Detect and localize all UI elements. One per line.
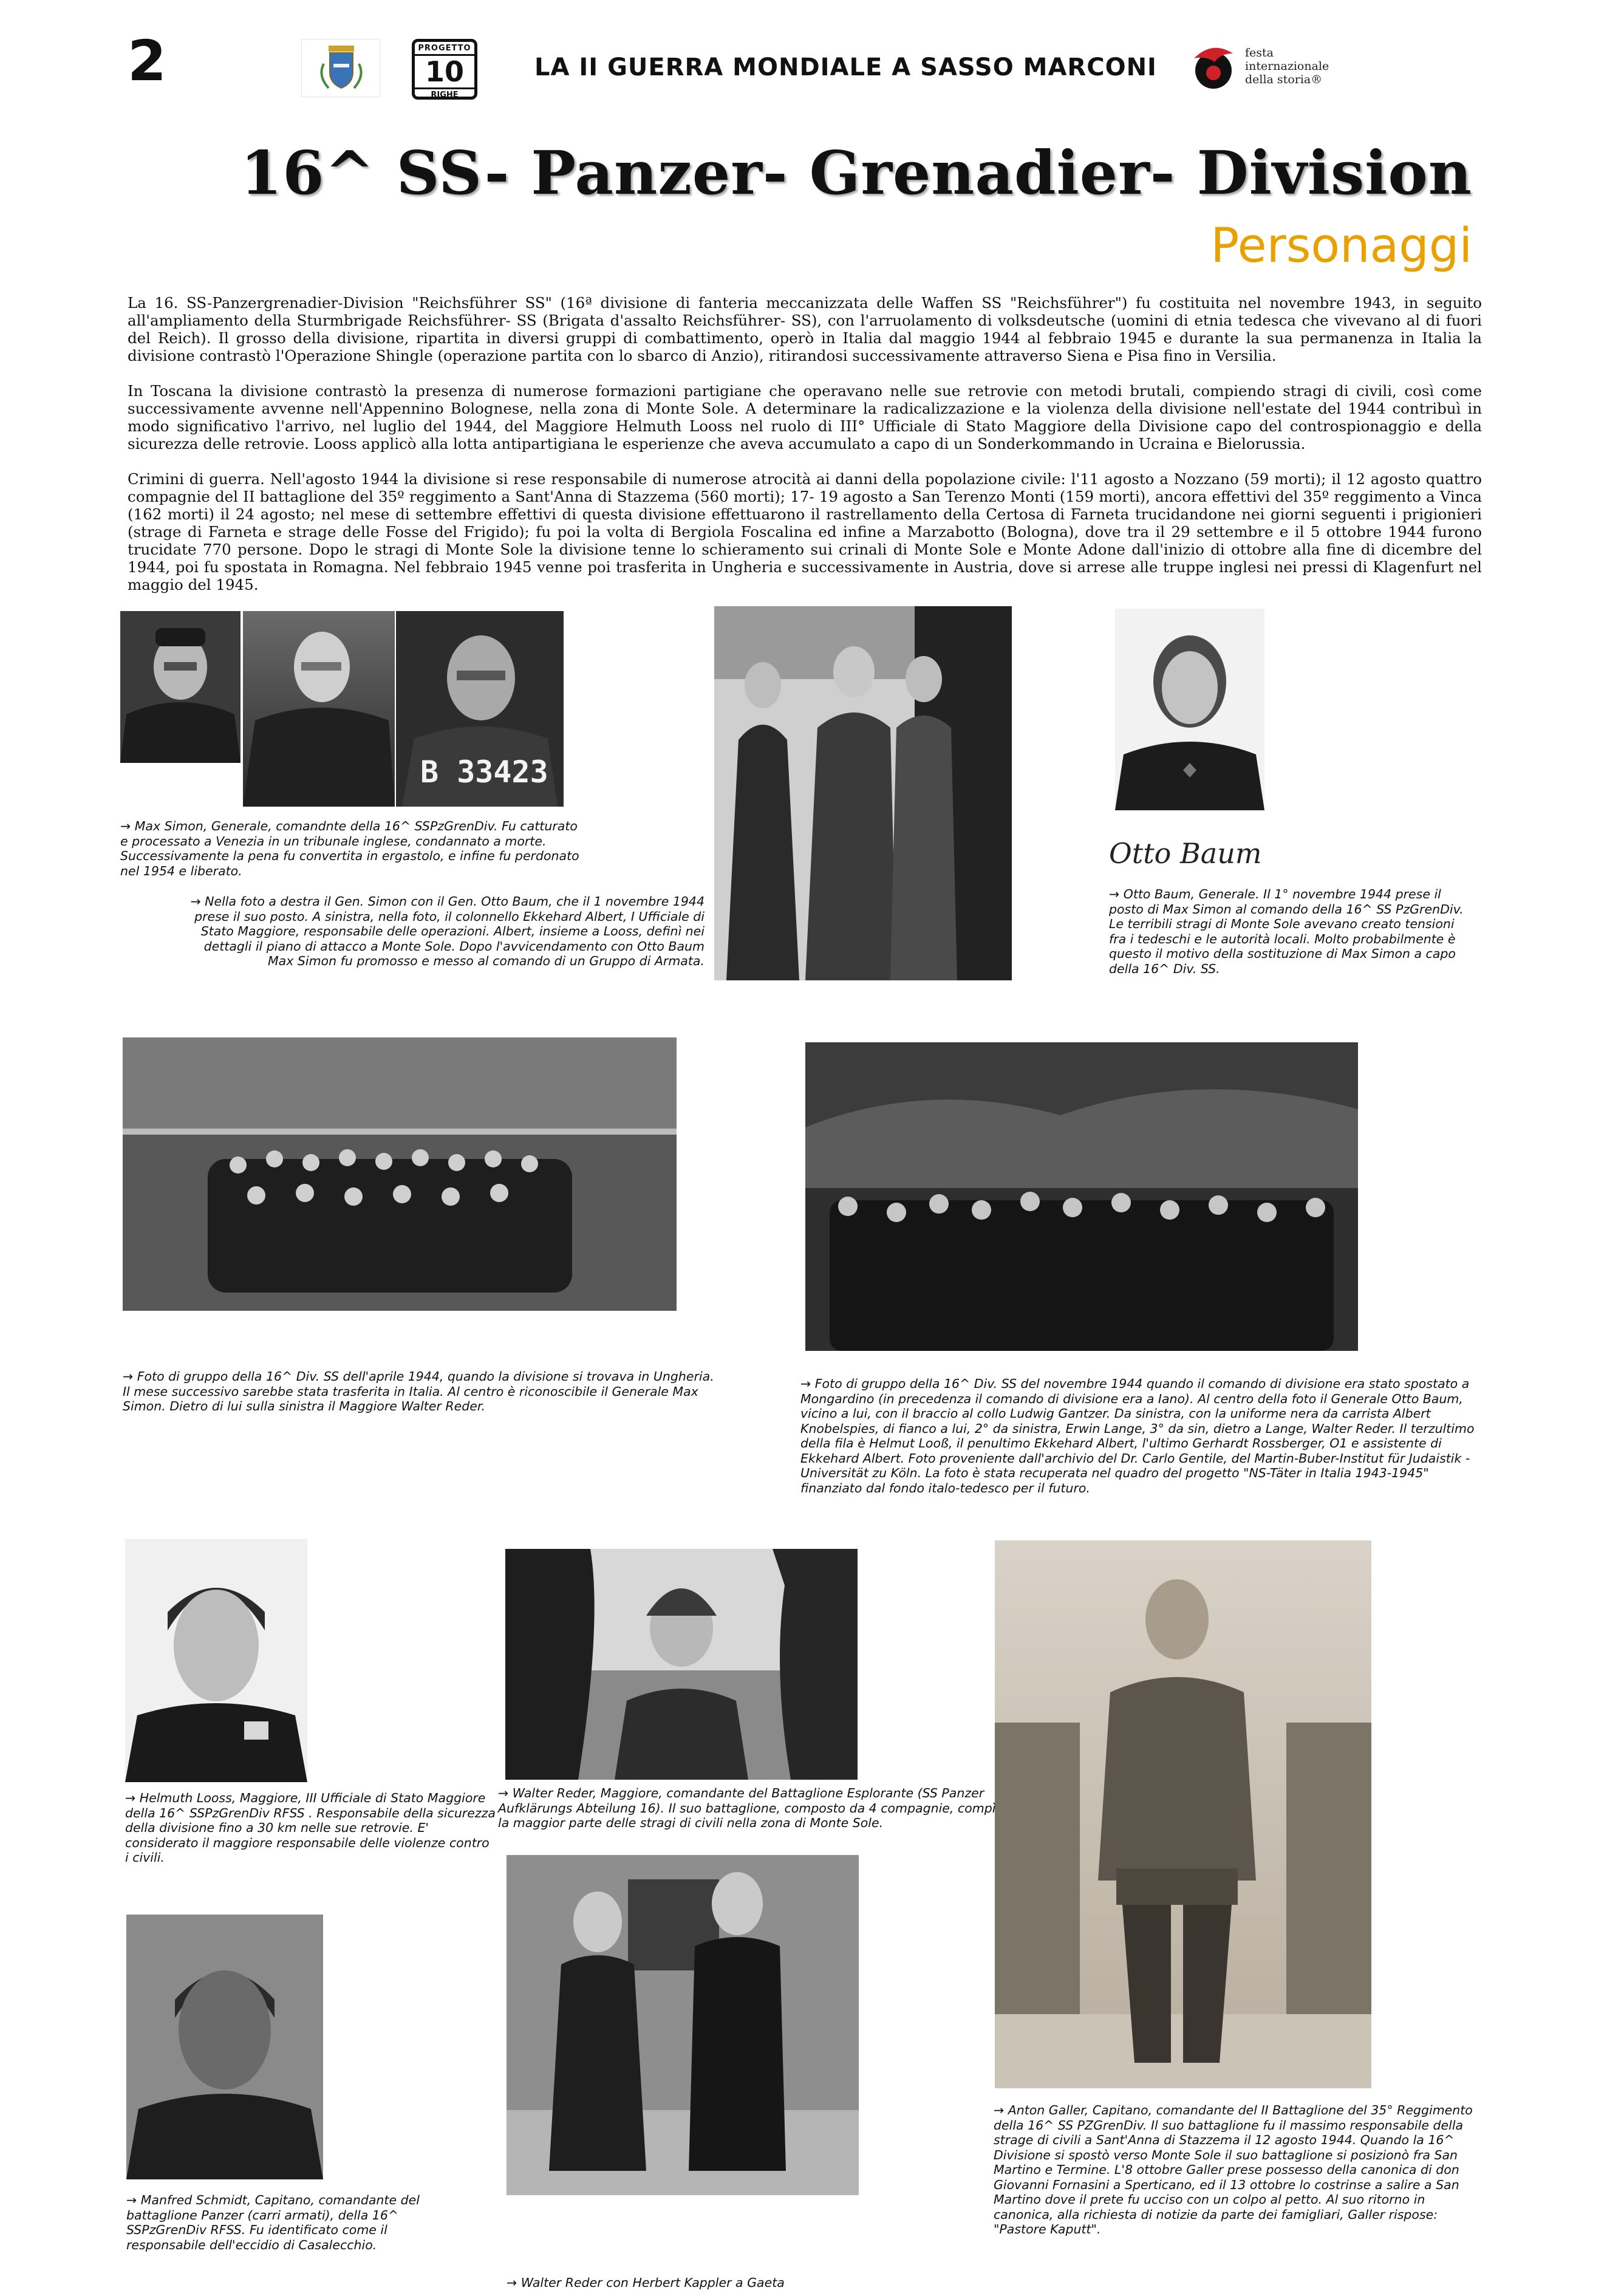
photo-walter-reder <box>505 1549 858 1780</box>
photo-manfred-schmidt <box>126 1915 323 2179</box>
caption-group-november: → Foto di gruppo della 16^ Div. SS del novembre 1944 quando il comando di divisione era stato spostato a Mongardino (in precedenza il comando di divisione era a Iano). Al centro della foto il Generale Otto Baum, vicino a lui, con il braccio al collo Ludwig Gantzer. Da sinistra, con la uniforme nera da carrista Albert Knobelspies, di fianco a lui, 2° da sinistra, Erwin Lange, 3° da sin, dietro a Lange, Walter Reder. Il terzultimo della fila è Helmut Looß, il penultimo Ekkehard Albert, l'ultimo Gerhardt Rossberger, O1 e assistente di Ekkehard Albert. Foto proveniente dall'archivio del Dr. Carlo Gentile, del Martin-Buber-Institut für Judaistik - Universität zu Köln. La foto è stata recuperata nel quadro del progetto "NS-Täter in Italia 1943-1945" finanziato dal fondo italo-tedesco per il futuro. <box>800 1376 1475 1495</box>
caption-looss: → Helmuth Looss, Maggiore, III Ufficiale di Stato Maggiore della 16^ SSPzGrenDiv RFSS . Responsabile della sicurezza della divisione fino a 30 km nelle sue retrovie. E' considerato il maggiore responsabile delle violenze contro i civili. <box>125 1791 496 1865</box>
intro-paragraph-2: In Toscana la divisione contrastò la presenza di numerose formazioni partigiane che operavano nelle sue retrovie con metodi brutali, compiendo stragi di civili, così come successivamente avvenne nell'Appennino Bolognese, nella zona di Monte Sole. A determinare la radicalizzazione e la violenza della divisione nell'estate del 1944 contribuì in modo significativo l'arrivo, nel luglio del 1944, del Maggiore Helmuth Looss nel ruolo di III° Ufficiale di Stato Maggiore della Divisione capo del controspionaggio e della sicurezza delle retrovie. Looss applicò alla lotta antipartigiana le esperienze che aveva accumulato a capo di un Sonderkommando in Ucraina e Bielorussia. <box>128 382 1482 453</box>
photo-max-simon-portrait-1 <box>120 611 241 763</box>
festa-line-2: internazionale <box>1245 60 1329 73</box>
progetto-sub: RIGHE <box>415 87 474 100</box>
caption-otto-baum: → Otto Baum, Generale. Il 1° novembre 1944 prese il posto di Max Simon al comando della 16^ SS PzGrenDiv. Le terribili stragi di Monte Sole avevano creato tensioni fra i tedeschi e le autorità locali. Molto probabilmente è questo il motivo della sostituzione di Max Simon a capo della 16^ Div. SS. <box>1109 887 1464 976</box>
caption-reder: → Walter Reder, Maggiore, comandante del Battaglione Esplorante (SS Panzer Aufklärungs Abteilung 16). Il suo battaglione, composto da 4 compagnie, compì la maggior parte delle stragi di civili nella zona di Monte Sole. <box>498 1786 996 1830</box>
photo-reder-kappler-gaeta <box>507 1855 859 2195</box>
intro-paragraph-3: Crimini di guerra. Nell'agosto 1944 la divisione si rese responsabile di numerose atrocità ai danni della popolazione civile: l'11 agosto a Nozzano (59 morti); il 12 agosto quattro compagnie del II battaglione del 35º reggimento a Sant'Anna di Stazzema (560 morti); 17- 19 agosto a San Terenzo Monti (159 morti), ancora effettivi del 35º reggimento a Vinca (162 morti) il 24 agosto; nel mese di settembre effettivi di questa divisione effettuarono il rastrellamento della Certosa di Farneta trucidandone nei giorni seguenti i prigionieri (strage di Farneta e strage delle Fosse del Frigido); fu poi la volta di Bergiola Foscalina ed infine a Marzabotto (Bologna), dove tra il 29 settembre e il 5 ottobre 1944 furono trucidate 770 persone. Dopo le stragi di Monte Sole la divisione tenne lo schieramento sui crinali di Monte Sole e Monte Adone dall'inizio di ottobre alla fine di dicembre del 1944, poi fu spostata in Romagna. Nel febbraio 1945 venne poi trasferita in Ungheria e successivamente in Austria, dove si arrese alle truppe inglesi nei pressi di Klagenfurt nel maggio del 1945. <box>128 470 1482 593</box>
festa-line-3: della storia® <box>1245 73 1323 86</box>
main-title: 16^ SS- Panzer- Grenadier- Division <box>241 138 1472 208</box>
header-title: LA II GUERRA MONDIALE A SASSO MARCONI <box>534 53 1157 81</box>
caption-galler: → Anton Galler, Capitano, comandante del II Battaglione del 35° Reggimento della 16^ SS PZGrenDiv. Il suo battaglione fu il massimo responsabile della strage di civili a Sant'Anna di Stazzema il 12 agosto 1944. Quando la 16^ Divisione si spostò verso Monte Sole il suo battaglione si posizionò fra San Martino e Termine. L'8 ottobre Galler prese possesso della canonica di don Giovanni Fornasini a Sperticano, ed il 13 ottobre lo costrinse a salire a San Martino dove il prete fu ucciso con un colpo al petto. Al suo ritorno in canonica, alla richiesta di notizie da parte dei famigliari, Galler rispose: "Pastore Kaputt". <box>994 2103 1473 2236</box>
photo-group-april-1944 <box>123 1037 677 1311</box>
caption-simon-baum: → Nella foto a destra il Gen. Simon con il Gen. Otto Baum, che il 1 novembre 1944 prese il suo posto. A sinistra, nella foto, il colonnello Ekkehard Albert, I Ufficiale di Stato Maggiore, responsabile delle operazioni. Albert, insieme a Looss, definì nei dettagli il piano di attacco a Monte Sole. Dopo l'avvicendamento con Otto Baum Max Simon fu promosso e messo al comando di un Gruppo di Armata. <box>190 894 705 968</box>
intro-text <box>128 294 1482 611</box>
page-number: 2 <box>128 29 167 94</box>
photo-helmuth-looss <box>125 1539 307 1782</box>
caption-schmidt: → Manfred Schmidt, Capitano, comandante del battaglione Panzer (carri armati), della 16^ SSPzGrenDiv RFSS. Fu identificato come il responsabile dell'eccidio di Casalecchio. <box>126 2193 420 2252</box>
otto-baum-signature: Otto Baum <box>1109 837 1262 870</box>
caption-group-april: → Foto di gruppo della 16^ Div. SS dell'aprile 1944, quando la divisione si trovava in Ungheria. Il mese successivo sarebbe stata trasferita in Italia. Al centro è riconoscibile il Generale Max Simon. Dietro di lui sulla sinistra il Maggiore Walter Reder. <box>123 1369 714 1413</box>
progetto-10-righe-logo <box>412 39 477 100</box>
progetto-number: 10 <box>425 55 464 88</box>
subtitle: Personaggi <box>1210 219 1472 273</box>
photo-group-november-1944 <box>805 1042 1358 1351</box>
caption-max-simon: → Max Simon, Generale, comandnte della 16^ SSPzGrenDiv. Fu catturato e processato a Venezia in un tribunale inglese, condannato a morte. Successivamente la pena fu convertita in ergastolo, e infine fu perdonato nel 1954 e liberato. <box>120 819 579 878</box>
photo-anton-galler <box>995 1540 1371 2088</box>
photo-simon-baum-albert <box>714 606 1012 980</box>
photo-max-simon-mugshot <box>396 611 564 807</box>
photo-max-simon-portrait-2 <box>243 611 395 807</box>
festa-mark-icon <box>1186 40 1241 96</box>
progetto-label: PROGETTO <box>415 42 474 56</box>
mugshot-number-plate: B 33423 <box>420 754 548 790</box>
photo-otto-baum-portrait <box>1115 609 1264 810</box>
intro-paragraph-1: La 16. SS-Panzergrenadier-Division "Reichsführer SS" (16ª divisione di fanteria meccanizzata delle Waffen SS "Reichsführer") fu costituita nel novembre 1943, in seguito all'ampliamento della Sturmbrigade Reichsführer- SS (Brigata d'assalto Reichsführer- SS), con l'arruolamento di volksdeutsche (uomini di etnia tedesca che vivevano al di fuori del Reich). Il grosso della divisione, ripartita in diversi gruppi di combattimento, operò in Italia dal maggio 1944 al febbraio 1945 e durante la sua permanenza in Italia la divisione contrastò l'Operazione Shingle (operazione partita con lo sbarco di Anzio), ritirandosi successivamente attraverso Siena e Pisa fino in Versilia. <box>128 294 1482 364</box>
festa-line-1: festa <box>1245 46 1274 60</box>
caption-reder-kappler: → Walter Reder con Herbert Kappler a Gaeta <box>507 2275 785 2290</box>
festa-storia-logo <box>1186 38 1329 98</box>
comune-crest-logo <box>301 39 380 97</box>
